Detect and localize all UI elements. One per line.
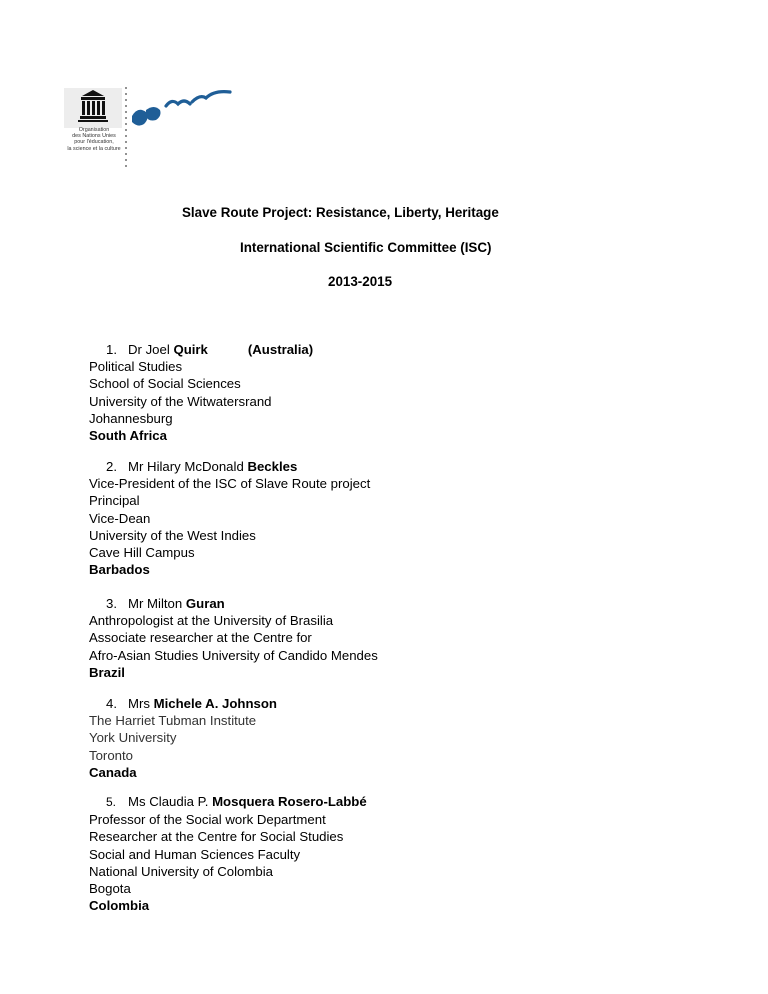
member-number: 5. <box>106 795 117 809</box>
affiliation-line: Cave Hill Campus <box>89 545 195 561</box>
member-number: 1. <box>106 342 117 357</box>
unesco-slave-route-logo <box>62 82 242 170</box>
member-surname: Guran <box>185 596 225 611</box>
affiliation-line: Afro-Asian Studies University of Candido Mendes <box>89 647 378 663</box>
member-name-line <box>89 695 277 712</box>
affiliation-line: Vice-President of the ISC of Slave Route project <box>89 476 371 492</box>
affiliation-line: University of the Witwatersrand <box>89 393 272 409</box>
affiliation-line: York University <box>89 730 177 746</box>
birds-icon <box>166 92 230 106</box>
affiliation-line: Researcher at the Centre for Social Studies <box>89 829 344 845</box>
period-title: 2013-2015 <box>328 274 393 289</box>
logo-graphic <box>62 82 242 170</box>
committee-title: International Scientific Committee (ISC) <box>240 240 492 255</box>
logo-text-line: la science et la culture <box>67 145 121 152</box>
member-prefix: Mr Milton <box>128 596 186 611</box>
member-origin: (Australia) <box>247 342 314 357</box>
affiliation-line: Social and Human Sciences Faculty <box>89 846 301 862</box>
member-country: Brazil <box>89 664 125 680</box>
member-prefix: Ms Claudia P. <box>128 794 213 809</box>
logo-text-line: pour l'éducation, <box>74 139 114 146</box>
member-prefix: Mrs <box>128 696 154 711</box>
member-entry-4 <box>89 695 277 781</box>
affiliation-line: Anthropologist at the University of Brasilia <box>89 613 334 629</box>
affiliation-line: University of the West Indies <box>89 527 256 543</box>
member-entry-2 <box>89 458 370 578</box>
member-entry-5 <box>89 793 367 914</box>
member-number: 3. <box>106 596 117 611</box>
member-name-line <box>89 793 367 811</box>
affiliation-line: Principal <box>89 493 140 509</box>
logo-text-line: Organisation <box>78 127 110 133</box>
temple-icon <box>64 88 122 128</box>
affiliation-line: Political Studies <box>89 359 183 375</box>
member-surname: Mosquera Rosero-Labbé <box>212 794 367 809</box>
member-name-line <box>89 341 313 358</box>
affiliation-line: School of Social Sciences <box>89 376 241 392</box>
member-prefix: Dr Joel <box>128 342 174 357</box>
affiliation-line: Vice-Dean <box>89 510 151 526</box>
logo-text <box>64 127 124 152</box>
member-country: Barbados <box>89 562 150 578</box>
affiliation-line: Bogota <box>89 881 131 897</box>
chain-icon <box>132 107 161 126</box>
member-name-line <box>89 458 370 475</box>
member-number: 4. <box>106 696 117 711</box>
member-country: Canada <box>89 764 137 780</box>
member-country: South Africa <box>89 428 167 444</box>
affiliation-line: The Harriet Tubman Institute <box>89 713 257 729</box>
member-entry-1 <box>89 341 313 444</box>
member-name-line <box>89 595 378 612</box>
separator-dots <box>125 87 127 167</box>
affiliation-line: Professor of the Social work Department <box>89 812 326 828</box>
affiliation-line: National University of Colombia <box>89 863 273 879</box>
member-entry-3 <box>89 595 378 681</box>
document-title: Slave Route Project: Resistance, Liberty, Heritage <box>182 205 499 220</box>
member-prefix: Mr Hilary McDonald <box>128 459 248 474</box>
affiliation-line: Toronto <box>89 747 133 763</box>
member-surname: Beckles <box>247 459 298 474</box>
affiliation-line: Johannesburg <box>89 410 173 426</box>
member-country: Colombia <box>89 898 150 914</box>
member-number: 2. <box>106 459 117 474</box>
affiliation-line: Associate researcher at the Centre for <box>89 630 312 646</box>
logo-text-line: des Nations Unies <box>72 133 116 140</box>
member-surname: Michele A. Johnson <box>153 696 277 711</box>
member-surname: Quirk <box>173 342 208 357</box>
